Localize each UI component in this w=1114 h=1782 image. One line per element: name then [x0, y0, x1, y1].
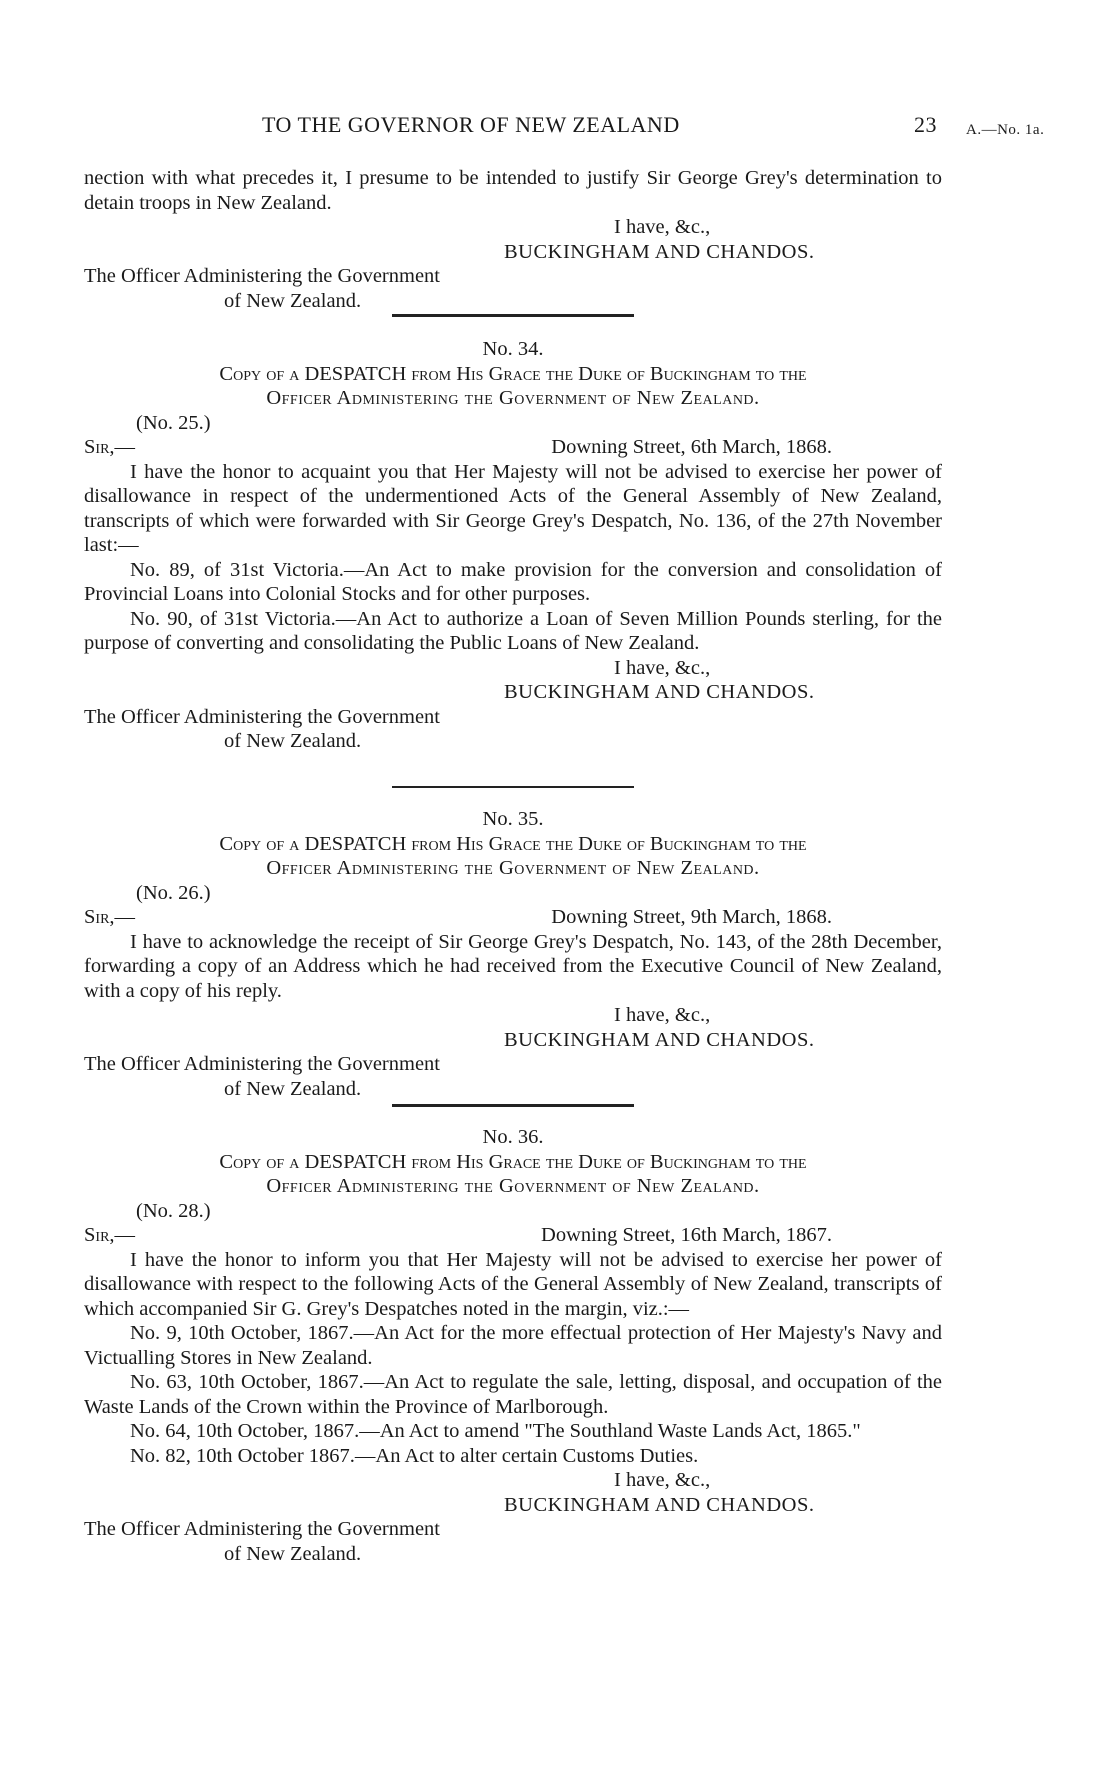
- despatch-subheading: Officer Administering the Government of New Zealand.: [266, 857, 760, 879]
- body-paragraph: No. 63, 10th October, 1867.—An Act to regulate the sale, letting, disposal, and occupation of the Waste Lands of the Crown within the Province of Marlborough.: [84, 1371, 942, 1418]
- closing-have: I have, &c.,: [614, 656, 711, 679]
- addressee-line-2: of New Zealand.: [224, 1542, 362, 1565]
- addressee-line-2: of New Zealand.: [224, 730, 362, 752]
- body-paragraph: I have the honor to inform you that Her Majesty will not be advised to exercise her power of disallowance with respect to the following Acts of the General Assembly of New Zealand, transcripts of which accompanied Sir G. Grey's Despatches noted in the margin, viz.:—: [84, 1248, 942, 1320]
- page-number: 23: [914, 112, 937, 137]
- body-paragraph: No. 64, 10th October, 1867.—An Act to amend "The Southland Waste Lands Act, 1865.": [130, 1420, 861, 1442]
- despatch-ref: (No. 26.): [136, 881, 211, 904]
- dateline: Downing Street, 6th March, 1868.: [551, 436, 832, 458]
- salutation: Sir,—: [84, 436, 136, 458]
- addressee-line-1: The Officer Administering the Government: [84, 1518, 440, 1540]
- signature: BUCKINGHAM AND CHANDOS.: [504, 681, 815, 703]
- addressee-line-1: The Officer Administering the Government: [84, 265, 440, 287]
- addressee-line-2: of New Zealand.: [224, 1077, 362, 1100]
- despatch-number: No. 34.: [482, 338, 544, 360]
- dateline: Downing Street, 9th March, 1868.: [551, 906, 832, 928]
- despatch-heading: Copy of a DESPATCH from His Grace the Duke of Buckingham to the: [219, 832, 807, 855]
- body-paragraph: I have to acknowledge the receipt of Sir George Grey's Despatch, No. 143, of the 28th December, forwarding a copy of an Address which he had received from the Executive Council of New Zealand, with a copy of his reply.: [84, 930, 942, 1002]
- despatch-subheading: Officer Administering the Government of New Zealand.: [266, 387, 760, 409]
- section-divider: [392, 786, 634, 788]
- dateline: Downing Street, 16th March, 1867.: [541, 1224, 832, 1246]
- body-paragraph: No. 82, 10th October 1867.—An Act to alter certain Customs Duties.: [130, 1444, 699, 1467]
- despatch-36: [84, 1125, 942, 1566]
- signature: BUCKINGHAM AND CHANDOS.: [504, 1493, 815, 1516]
- despatch-heading: Copy of a DESPATCH from His Grace the Duke of Buckingham to the: [219, 1150, 807, 1173]
- despatch-35: [84, 807, 942, 1101]
- body-paragraph: No. 90, of 31st Victoria.—An Act to authorize a Loan of Seven Million Pounds sterling, for the purpose of converting and consolidating the Public Loans of New Zealand.: [84, 607, 942, 654]
- salutation: Sir,—: [84, 1224, 136, 1246]
- salutation-row: [84, 905, 942, 930]
- closing-have: I have, &c.,: [614, 216, 711, 238]
- section-divider: [392, 1104, 634, 1107]
- despatch-ref: (No. 25.): [136, 411, 211, 434]
- document-reference: A.—No. 1a.: [966, 122, 1045, 138]
- salutation-row: [84, 435, 942, 460]
- section-divider: [392, 314, 634, 317]
- closing-have: I have, &c.,: [614, 1469, 711, 1491]
- addressee-line-1: The Officer Administering the Government: [84, 1053, 440, 1075]
- signature: BUCKINGHAM AND CHANDOS.: [504, 240, 815, 263]
- despatch-heading: Copy of a DESPATCH from His Grace the Duke of Buckingham to the: [219, 362, 807, 385]
- body-paragraph: No. 9, 10th October, 1867.—An Act for the more effectual protection of Her Majesty's Navy and Victualling Stores in New Zealand.: [84, 1322, 942, 1369]
- intro-paragraph: nection with what precedes it, I presume to be intended to justify Sir George Grey's determination to detain troops in New Zealand.: [84, 167, 942, 214]
- signature: BUCKINGHAM AND CHANDOS.: [504, 1028, 815, 1051]
- salutation: Sir,—: [84, 906, 136, 928]
- body-paragraph: No. 89, of 31st Victoria.—An Act to make provision for the conversion and consolidation of Provincial Loans into Colonial Stocks and for other purposes.: [84, 558, 942, 605]
- running-header-title: TO THE GOVERNOR OF NEW ZEALAND: [262, 112, 680, 137]
- body-paragraph: I have the honor to acquaint you that Her Majesty will not be advised to exercise her power of disallowance in respect of the undermentioned Acts of the General Assembly of New Zealand, transcripts of which were forwarded with Sir George Grey's Despatch, No. 136, of the 27th November last:—: [84, 460, 942, 556]
- intro-section: [84, 166, 942, 313]
- despatch-subheading: Officer Administering the Government of New Zealand.: [266, 1175, 760, 1197]
- addressee-line-2: of New Zealand.: [224, 289, 362, 312]
- despatch-34: [84, 337, 942, 754]
- despatch-ref: (No. 28.): [136, 1199, 211, 1222]
- despatch-number: No. 35.: [482, 808, 544, 830]
- addressee-line-1: The Officer Administering the Government: [84, 705, 440, 728]
- salutation-row: [84, 1223, 942, 1248]
- closing-have: I have, &c.,: [614, 1004, 711, 1026]
- despatch-number: No. 36.: [482, 1126, 544, 1148]
